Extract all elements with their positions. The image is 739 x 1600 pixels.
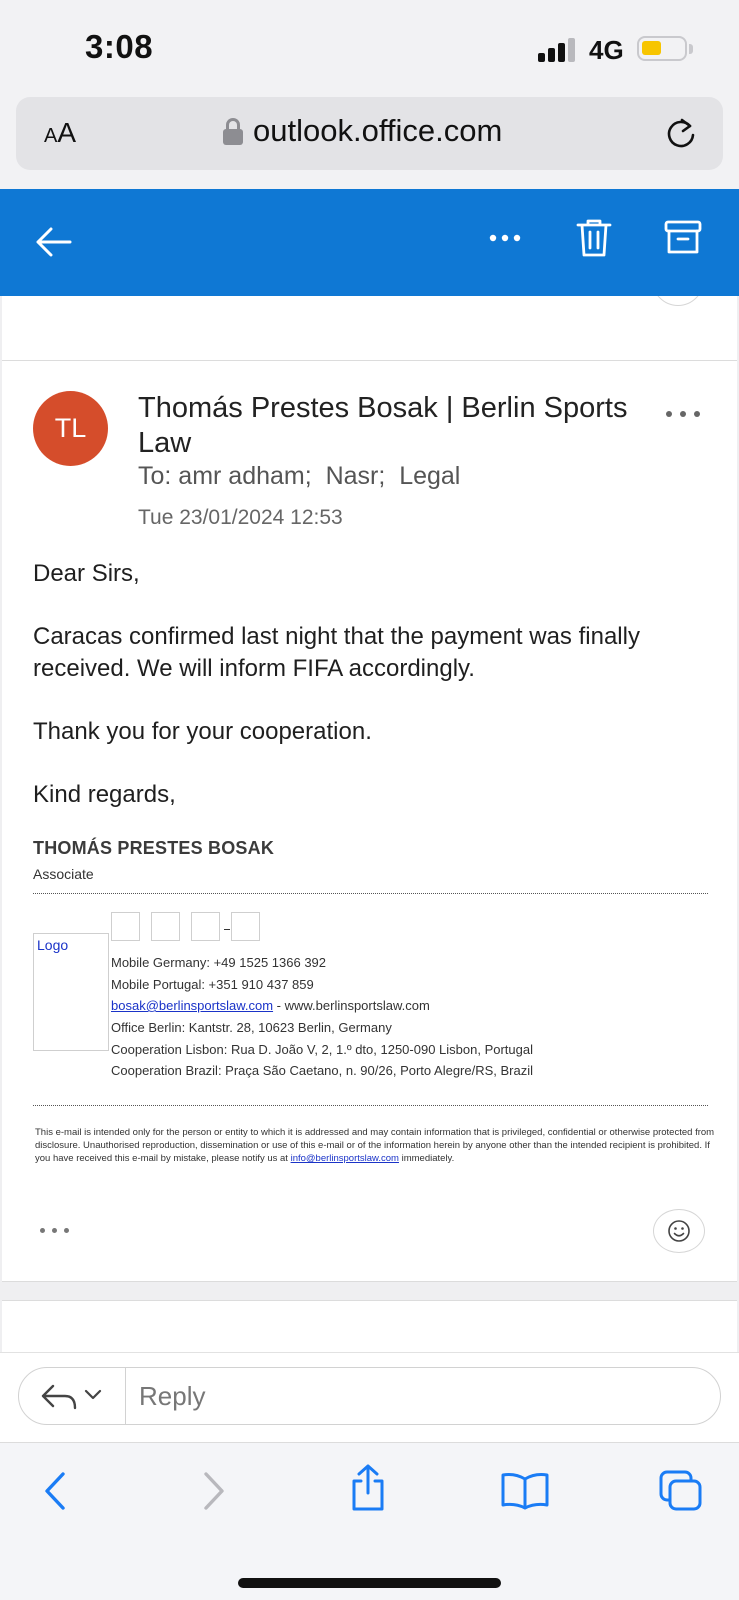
signal-icon (538, 38, 578, 62)
back-icon[interactable] (42, 1471, 68, 1511)
sender-name: Thomás Prestes Bosak | Berlin Sports Law (138, 392, 628, 459)
reply-icon[interactable] (39, 1382, 79, 1410)
signature-mobile-germany: Mobile Germany: +49 1525 1366 392 (111, 955, 327, 970)
signature-name: THOMÁS PRESTES BOSAK (33, 838, 275, 858)
text-size-button[interactable]: AA (44, 117, 77, 148)
sent-date: Tue 23/01/2024 12:53 (138, 506, 343, 529)
signature-divider-bottom (33, 1105, 708, 1106)
reply-field[interactable] (18, 1367, 721, 1425)
legal-disclaimer: This e-mail is intended only for the person or entity to which it is addressed and may contain information that is privileged, confidential or otherwise protected from disclosure. Unauthorised reproduction, dissemination or use of this e-mail or of the information herein by anyone other than the intended recipient is prohibited. If you have received this e-mail by mistake, please notify us at info@berlinsportslaw.com immediately. (35, 1127, 715, 1164)
social-icon-1[interactable] (111, 912, 140, 941)
back-arrow-icon[interactable] (34, 225, 72, 259)
company-logo (33, 933, 109, 1051)
more-options-icon[interactable] (488, 233, 522, 243)
bookmarks-icon[interactable] (500, 1471, 550, 1511)
signature-coop-brazil: Cooperation Brazil: Praça São Caetano, n. 90/26, Porto Alegre/RS, Brazil (111, 1063, 534, 1078)
signature-email-link[interactable]: bosak@berlinsportslaw.com (111, 998, 274, 1013)
disclaimer-email-link[interactable]: info@berlinsportslaw.com (290, 1153, 399, 1164)
signature-office-berlin: Office Berlin: Kantstr. 28, 10623 Berlin, Germany (111, 1020, 392, 1035)
reaction-button[interactable] (652, 296, 704, 306)
signature-divider (33, 893, 708, 894)
share-icon[interactable] (348, 1463, 388, 1513)
home-indicator (238, 1578, 501, 1588)
trash-icon[interactable] (575, 217, 613, 259)
body-closing: Kind regards, (33, 781, 176, 808)
signature-mobile-portugal: Mobile Portugal: +351 910 437 859 (111, 977, 314, 992)
social-icon-2[interactable] (151, 912, 180, 941)
logo-alt-text: Logo (37, 937, 69, 953)
signature-website: - www.berlinsportslaw.com (273, 998, 430, 1013)
social-icon-4[interactable] (231, 912, 260, 941)
body-paragraph: Caracas confirmed last night that the payment was finally received. We will inform FIFA accordingly. (33, 623, 640, 682)
reload-icon[interactable] (663, 115, 699, 151)
message-more-icon[interactable] (666, 411, 700, 419)
network-type: 4G (589, 35, 624, 65)
archive-icon[interactable] (663, 219, 703, 257)
body-thanks: Thank you for your cooperation. (33, 718, 372, 745)
signature-coop-lisbon: Cooperation Lisbon: Rua D. João V, 2, 1.º dto, 1250-090 Lisbon, Portugal (111, 1042, 533, 1057)
status-bar (0, 0, 739, 95)
reaction-button[interactable] (653, 1209, 705, 1253)
smiley-icon (653, 1209, 705, 1253)
reply-bar (0, 1352, 739, 1442)
mail-toolbar (0, 189, 739, 296)
email-thread[interactable] (0, 296, 739, 1352)
status-time: 3:08 (85, 28, 154, 65)
browser-toolbar (0, 1442, 739, 1600)
chevron-down-icon[interactable] (84, 1388, 102, 1402)
body-greeting: Dear Sirs, (33, 560, 140, 587)
sender-avatar[interactable]: TL (33, 391, 108, 466)
message-card (2, 360, 737, 1282)
battery-icon (637, 36, 687, 61)
reply-placeholder[interactable]: Reply (139, 1381, 206, 1411)
address-bar[interactable] (16, 97, 723, 170)
signature-dash (224, 929, 230, 930)
signature-role: Associate (33, 866, 94, 882)
forward-icon[interactable] (201, 1471, 227, 1511)
next-message-card (2, 1300, 737, 1352)
tabs-icon[interactable] (658, 1469, 704, 1513)
lock-icon (223, 118, 243, 145)
signature-contact (111, 998, 430, 1013)
social-icon-3[interactable] (191, 912, 220, 941)
show-more-icon[interactable] (40, 1228, 74, 1234)
recipients: To: amr adham; Nasr; Legal (138, 462, 461, 490)
url-text[interactable]: outlook.office.com (253, 113, 503, 148)
